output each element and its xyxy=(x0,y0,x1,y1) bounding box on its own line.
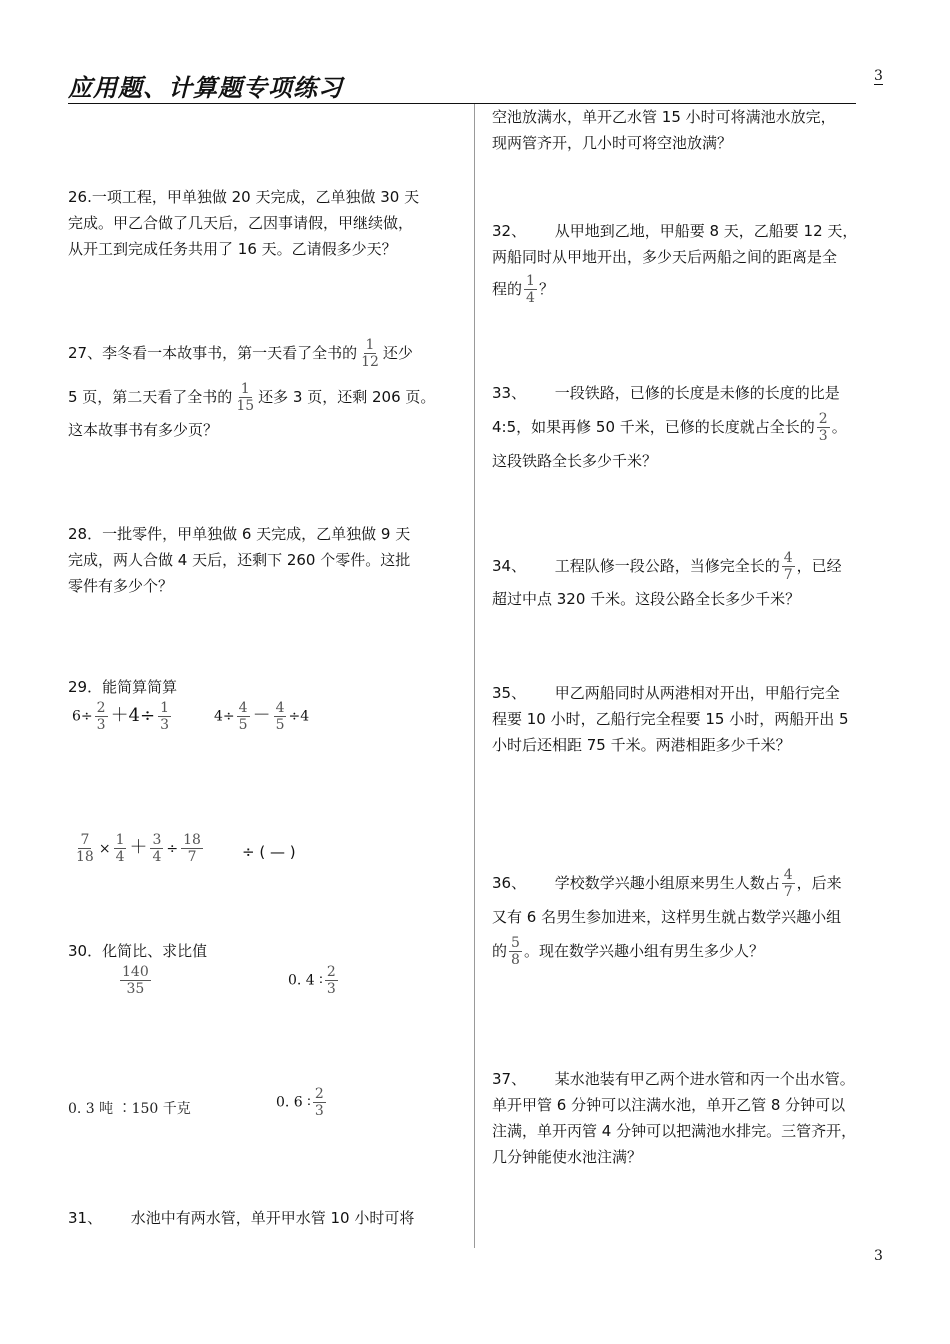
q30-heading: 30．化简比、求比值 xyxy=(68,942,208,960)
q30-expression-2: 0. 4 ∶ $\frac{2}{3}$ xyxy=(288,964,336,997)
q27-line1-a: 27、李冬看一本故事书，第一天看了全书的 xyxy=(68,344,358,362)
q26-line1: 26.一项工程，甲单独做 20 天完成，乙单独做 30 天 xyxy=(68,188,420,206)
q29-expression-3: $\frac{7}{18}$ × $\frac{1}{4}$ ＋ $\frac{3}{4}$ ÷ $\frac{18}{7}$ xyxy=(76,832,201,865)
q26-line3: 从开工到完成任务共用了 16 天。乙请假多少天？ xyxy=(68,240,397,258)
q30-expression-3: 0. 3 吨 ∶150 千克 xyxy=(68,1101,191,1117)
q30-expression-4: 0. 6 ∶ $\frac{2}{3}$ xyxy=(276,1086,324,1119)
q36-fraction-1: $\frac{4}{7}$ xyxy=(783,867,793,900)
question-31-continued xyxy=(492,104,836,156)
q36-line2: 又有 6 名男生参加进来，这样男生就占数学兴趣小组 xyxy=(492,908,842,926)
question-35 xyxy=(492,680,849,758)
column-divider xyxy=(474,104,475,1248)
q35-line2: 程要 10 小时，乙船行完全程要 15 小时，两船开出 5 xyxy=(492,710,849,728)
q37-line3: 注满，单开丙管 4 分钟可以把满池水排完。三管齐开， xyxy=(492,1122,857,1140)
q35-line3: 小时后还相距 75 千米。两港相距多少千米？ xyxy=(492,736,791,754)
q33-line1: 33、 一段铁路，已修的长度是未修的长度的比是 xyxy=(492,384,840,402)
q35-line1: 35、 甲乙两船同时从两港相对开出，甲船行完全 xyxy=(492,684,840,702)
q33-line3: 这段铁路全长多少千米？ xyxy=(492,452,658,470)
q27-line1-b: 还少 xyxy=(382,344,413,362)
q29-heading: 29．能简算简算 xyxy=(68,678,178,696)
q37-line2: 单开甲管 6 分钟可以注满水池，单开乙管 8 分钟可以 xyxy=(492,1096,846,1114)
q33-fraction: $\frac{2}{3}$ xyxy=(818,411,828,444)
question-31: 31、 水池中有两水管，单开甲水管 10 小时可将 xyxy=(68,1209,415,1227)
q32-line1: 32、 从甲地到乙地，甲船要 8 天，乙船要 12 天， xyxy=(492,222,858,240)
q28-line3: 零件有多少个？ xyxy=(68,577,174,595)
q31-line3: 现两管齐开，几小时可将空池放满？ xyxy=(492,134,733,152)
q27-fraction-1: $\frac{1}{12}$ xyxy=(361,337,379,370)
question-33: 33、 一段铁路，已修的长度是未修的长度的比是 4:5，如果再修 50 千米，已修的长度就占全长的 $\frac{2}{3}$ 。 这段铁路全长多少千米？ xyxy=(492,380,847,474)
q29-expression-2: 4÷ $\frac{4}{5}$ － $\frac{4}{5}$ ÷4 xyxy=(214,700,310,733)
q28-line1: 28．一批零件，甲单独做 6 天完成，乙单独做 9 天 xyxy=(68,525,411,543)
question-34: 34、 工程队修一段公路，当修完全长的 $\frac{4}{7}$ ，已经 超过中点 320 千米。这段公路全长多少千米？ xyxy=(492,546,842,612)
q32-fraction: $\frac{1}{4}$ xyxy=(526,273,535,306)
q34-fraction: $\frac{4}{7}$ xyxy=(783,550,793,583)
q26-line2: 完成。甲乙合做了几天后，乙因事请假，甲继续做， xyxy=(68,214,414,232)
question-27 xyxy=(68,333,435,443)
q30-expression-1: $\frac{140}{35}$ xyxy=(122,964,149,997)
q28-line2: 完成，两人合做 4 天后，还剩下 260 个零件。这批 xyxy=(68,551,411,569)
q29-expression-4: ÷ ( — ) xyxy=(242,843,296,861)
header-page-number: 3 xyxy=(874,68,883,84)
q31-line2: 空池放满水，单开乙水管 15 小时可将满池水放完， xyxy=(492,108,836,126)
question-37 xyxy=(492,1066,856,1170)
q37-line4: 几分钟能使水池注满？ xyxy=(492,1148,643,1166)
question-26 xyxy=(68,184,419,262)
q27-fraction-2: $\frac{1}{15}$ xyxy=(236,381,255,414)
question-28 xyxy=(68,521,410,599)
q27-line3: 这本故事书有多少页？ xyxy=(68,421,219,439)
q32-line2: 两船同时从甲地开出，多少天后两船之间的距离是全 xyxy=(492,248,838,266)
q37-line1: 37、 某水池装有甲乙两个进水管和丙一个出水管。 xyxy=(492,1070,855,1088)
question-32: 32、 从甲地到乙地，甲船要 8 天，乙船要 12 天， 两船同时从甲地开出，多少天后两船之间的距离是全 程的 $\frac{1}{4}$ ？ xyxy=(492,218,857,308)
q34-line2: 超过中点 320 千米。这段公路全长多少千米？ xyxy=(492,590,801,608)
q36-fraction-2: $\frac{5}{8}$ xyxy=(511,935,520,968)
q27-line2-a: 5 页，第二天看了全书的 xyxy=(68,388,233,406)
footer-page-number: 3 xyxy=(874,1248,883,1264)
q27-line2-b: 还多 3 页，还剩 206 页。 xyxy=(258,388,436,406)
question-36: 36、 学校数学兴趣小组原来男生人数占 $\frac{4}{7}$ ，后来 又有 6 名男生参加进来，这样男生就占数学兴趣小组 的 $\frac{5}{8}$ 。现在数学兴趣小组有男生多少人？ xyxy=(492,867,842,968)
q29-expression-1: 6÷ $\frac{2}{3}$ ＋4÷ $\frac{1}{3}$ xyxy=(72,700,170,733)
page-title: 应用题、计算题专项练习 xyxy=(68,74,343,102)
